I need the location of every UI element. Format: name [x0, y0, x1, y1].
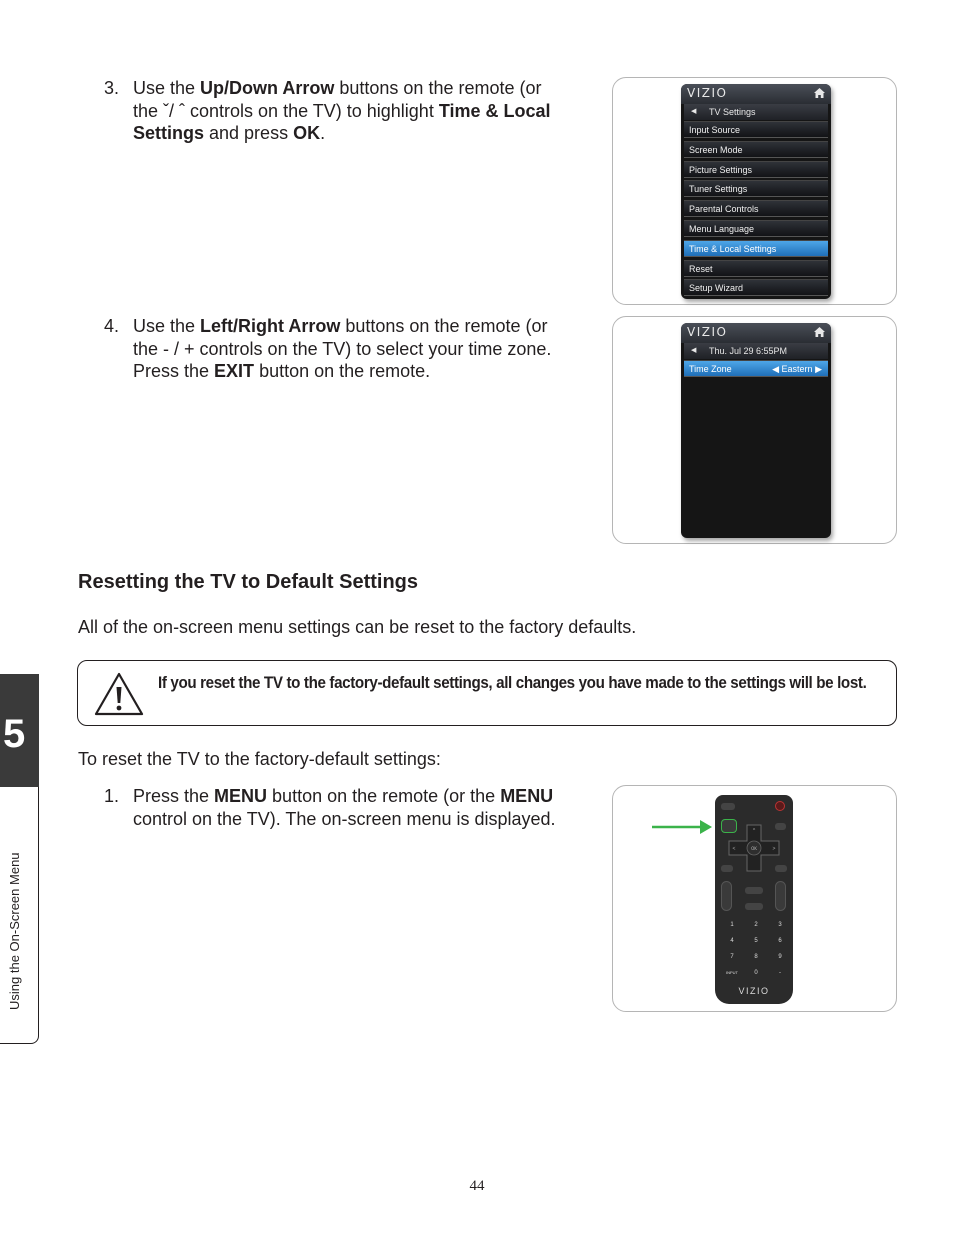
remote-key[interactable]: 8: [754, 954, 758, 960]
remote-key[interactable]: 3: [778, 922, 782, 928]
step-text: [133, 785, 556, 830]
time-zone-label: Time Zone: [689, 364, 732, 374]
svg-text:OK: OK: [751, 846, 757, 851]
menu-header: [684, 104, 828, 120]
chapter-tab-dark: [0, 674, 39, 787]
menu-item[interactable]: Reset: [684, 260, 828, 277]
reset-lead: To reset the TV to the factory-default settings:: [78, 749, 441, 769]
remote-key[interactable]: 5: [754, 938, 758, 944]
remote-key[interactable]: 6: [778, 938, 782, 944]
menu-item[interactable]: Tuner Settings: [684, 180, 828, 197]
back-arrow-icon: ◀: [691, 108, 697, 115]
step-number: 1.: [104, 786, 120, 806]
remote-key[interactable]: 2: [754, 922, 758, 928]
text-line: control on the TV). The on-screen menu is displayed.: [133, 808, 556, 829]
section-heading: Resetting the TV to Default Settings: [78, 571, 419, 593]
home-icon: [813, 87, 826, 99]
remote-control: [715, 795, 793, 1004]
time-zone-value-text: Eastern: [781, 364, 813, 374]
power-button[interactable]: [775, 801, 785, 811]
remote-button-top-left[interactable]: [721, 803, 735, 810]
remote-key[interactable]: 7: [730, 954, 734, 960]
remote-key[interactable]: 0: [754, 970, 758, 976]
menu-item[interactable]: Setup Wizard: [684, 279, 828, 296]
menu-item[interactable]: Parental Controls: [684, 200, 828, 217]
text-line: Press the EXIT button on the remote.: [133, 361, 431, 381]
time-zone-value: ◀ Eastern ▶: [772, 364, 822, 374]
step-number: 4.: [104, 316, 120, 336]
remote-button-right-lower[interactable]: [775, 865, 787, 872]
text-line: Use the Left/Right Arrow buttons on the remote (or: [133, 316, 548, 336]
remote-key[interactable]: 4: [730, 938, 734, 944]
remote-button-center-upper[interactable]: [745, 887, 763, 894]
screenshot-frame-time-zone: [612, 316, 897, 544]
step-1: [104, 785, 594, 835]
text-line: the - / + controls on the TV) to select your time zone.: [133, 338, 552, 359]
text-line: Press the MENU button on the remote (or the MENU: [133, 786, 554, 806]
dpad[interactable]: [727, 823, 781, 873]
remote-key[interactable]: -: [779, 970, 781, 976]
remote-logo: VIZIO: [738, 986, 770, 996]
menu-item[interactable]: Input Source: [684, 121, 828, 138]
menu-item[interactable]: Picture Settings: [684, 161, 828, 178]
remote-button-center-lower[interactable]: [745, 903, 763, 910]
step-text: [133, 315, 551, 383]
datetime-label: Thu. Jul 29 6:55PM: [709, 346, 788, 356]
remote-key[interactable]: 1: [730, 922, 734, 928]
step-4: [104, 315, 584, 385]
screenshot-frame-tv-settings: [612, 77, 897, 305]
svg-text:>: >: [772, 846, 776, 852]
text-line: Use the Up/Down Arrow buttons on the remote (or: [133, 78, 542, 98]
pointer-arrow-icon: [650, 818, 716, 836]
vizio-logo: VIZIO: [687, 325, 728, 339]
remote-key[interactable]: INPUT: [726, 970, 738, 975]
page-number: 44: [469, 1178, 485, 1194]
home-icon: [813, 326, 826, 338]
menu-item-time-zone[interactable]: [684, 360, 828, 377]
warning-box: [77, 660, 897, 726]
remote-key[interactable]: 9: [778, 954, 782, 960]
menu-header-title: TV Settings: [709, 107, 756, 117]
menu-item[interactable]: Time & Local Settings: [684, 240, 828, 257]
svg-text:<: <: [732, 846, 736, 852]
screen-top-bar: [681, 323, 831, 343]
step-number: 3.: [104, 78, 120, 98]
menu-header: [684, 343, 828, 359]
text-line: Settings and press OK.: [133, 123, 326, 143]
text-line: the ˇ/ ˆ controls on the TV) to highlight Time & Local: [133, 100, 551, 121]
chapter-label: Using the On-Screen Menu: [7, 852, 22, 1010]
tv-settings-screen: [681, 84, 831, 299]
menu-item[interactable]: Screen Mode: [684, 141, 828, 158]
time-zone-screen: [681, 323, 831, 538]
section-intro: All of the on-screen menu settings can be reset to the factory defaults.: [78, 617, 637, 637]
remote-button-left-lower[interactable]: [721, 865, 733, 872]
svg-text:^: ^: [752, 828, 756, 834]
chapter-number: 5: [3, 712, 26, 756]
vizio-logo: VIZIO: [687, 86, 728, 100]
menu-item[interactable]: Menu Language: [684, 220, 828, 237]
screen-top-bar: [681, 84, 831, 104]
channel-rocker[interactable]: [775, 881, 786, 911]
step-text: [133, 77, 551, 145]
warning-text: If you reset the TV to the factory-default settings, all changes you have made to the settings will be lost.: [158, 674, 867, 692]
back-arrow-icon: ◀: [691, 347, 697, 354]
warning-icon: [93, 671, 145, 717]
step-3: [104, 77, 584, 147]
volume-rocker[interactable]: [721, 881, 732, 911]
